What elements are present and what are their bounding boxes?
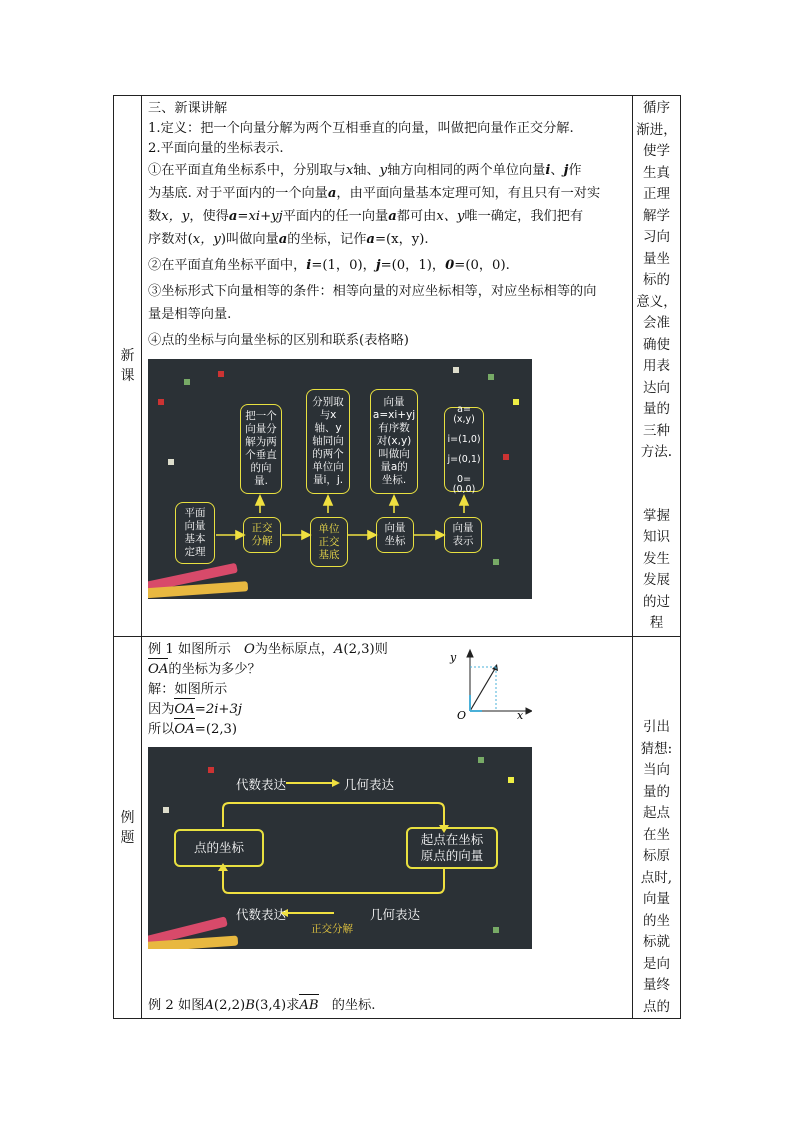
- top-right-label: 几何表达: [344, 777, 395, 792]
- svg-text:y: y: [450, 651, 457, 664]
- example-content: [142, 637, 633, 1019]
- svg-text:O: O: [457, 709, 467, 719]
- row-example: [114, 637, 681, 1019]
- lesson-table: [113, 95, 681, 1019]
- point-coordinate-box: 点的坐标: [174, 829, 264, 867]
- definition-line: 1.定义：把一个向量分解为两个互相垂直的向量，叫做把向量作正交分解.: [148, 121, 574, 136]
- lesson-sheet: [113, 95, 681, 1013]
- new-lesson-content: [142, 96, 633, 637]
- solution-line: 解：如图所示: [148, 682, 228, 697]
- paragraph-line: ②在平面直角坐标平面中，i=(1，0)，j=(0，1)，0=(0，0).: [148, 258, 510, 273]
- paragraph-line: ③坐标形式下向量相等的条件：相等向量的对应坐标相等，对应坐标相等的向: [148, 284, 597, 299]
- row-label-new-lesson: 新 课: [114, 96, 142, 637]
- bottom-right-label: 几何表达: [370, 907, 421, 922]
- flow-box-orthogonal: 正交 分解: [243, 517, 281, 553]
- orthogonal-note: 正交分解: [311, 923, 354, 935]
- flowchart-slide: [148, 359, 532, 599]
- section-heading: 三、新课讲解: [148, 101, 228, 116]
- row-label-example: 例 题: [114, 637, 142, 1019]
- flow-box-vector-coordinate: 向量 坐标: [376, 517, 414, 553]
- flow-box-vector-representation: 向量 表示: [444, 517, 482, 553]
- example-1-question-cont: OA的坐标为多少？: [148, 660, 627, 680]
- paragraph-line: 数x，y，使得a=xi+yj平面内的任一向量a都可由x、y唯一确定，我们把有: [148, 209, 584, 224]
- paragraph-line: ④点的坐标与向量坐标的区别和联系(表格略): [148, 333, 409, 348]
- coordinate-figure: [442, 643, 532, 719]
- top-left-label: 代数表达: [236, 777, 287, 792]
- flow-note-coordinate: 向量 a=xi+yj 有序数 对(x,y) 叫做向 量a的 坐标.: [370, 389, 418, 494]
- origin-vector-box: 起点在坐标 原点的向量: [406, 827, 498, 869]
- relation-slide: [148, 747, 532, 949]
- flow-box-basic-theorem: 平面 向量 基本 定理: [175, 502, 215, 564]
- side-note-example: 引出 猜想: 当向 量的 起点 在坐 标原 点时, 向量 的坐 标就 是向 量终 点的: [632, 637, 680, 1019]
- flow-note-basis: 分别取 与x 轴、y 轴同向 的两个 单位向 量i，j.: [306, 389, 350, 494]
- paragraph-line: 量是相等向量.: [148, 307, 232, 322]
- example-2-question: 例 2 如图A(2,2)B(3,4)求AB 的坐标.: [148, 996, 375, 1016]
- flow-box-unit-basis: 单位 正交 基底: [310, 517, 348, 567]
- side-note-new-lesson: 循序 渐进， 使学 生真 正理 解学 习向 量坐 标的 意义， 会准 确使 用表 达向 量的 三种 方法. 掌握 知识 发生 发展 的过 程: [632, 96, 680, 637]
- row-new-lesson: [114, 96, 681, 637]
- flow-note-orthogonal: 把一个 向量分 解为两 个垂直 的向 量.: [240, 404, 282, 494]
- solution-line: 因为OA=2i+3j: [148, 700, 627, 720]
- paragraph-line: ①在平面直角坐标系中，分别取与x轴、y轴方向相同的两个单位向量i、j作: [148, 163, 582, 178]
- paragraph-line: 为基底. 对于平面内的一个向量a，由平面向量基本定理可知，有且只有一对实: [148, 186, 601, 201]
- flow-note-representation: a=(x,y) i=(1,0) j=(0,1) 0=(0,0): [444, 407, 484, 492]
- bottom-left-label: 代数表达: [236, 907, 287, 922]
- solution-line: 所以OA=(2,3): [148, 720, 627, 740]
- paragraph-line: 序数对(x，y)叫做向量a的坐标，记作a=(x，y).: [148, 232, 429, 247]
- svg-text:x: x: [517, 709, 524, 719]
- subsection-line: 2.平面向量的坐标表示.: [148, 141, 284, 156]
- example-1-question: 例 1 如图所示 O为坐标原点，A(2,3)则: [148, 642, 388, 657]
